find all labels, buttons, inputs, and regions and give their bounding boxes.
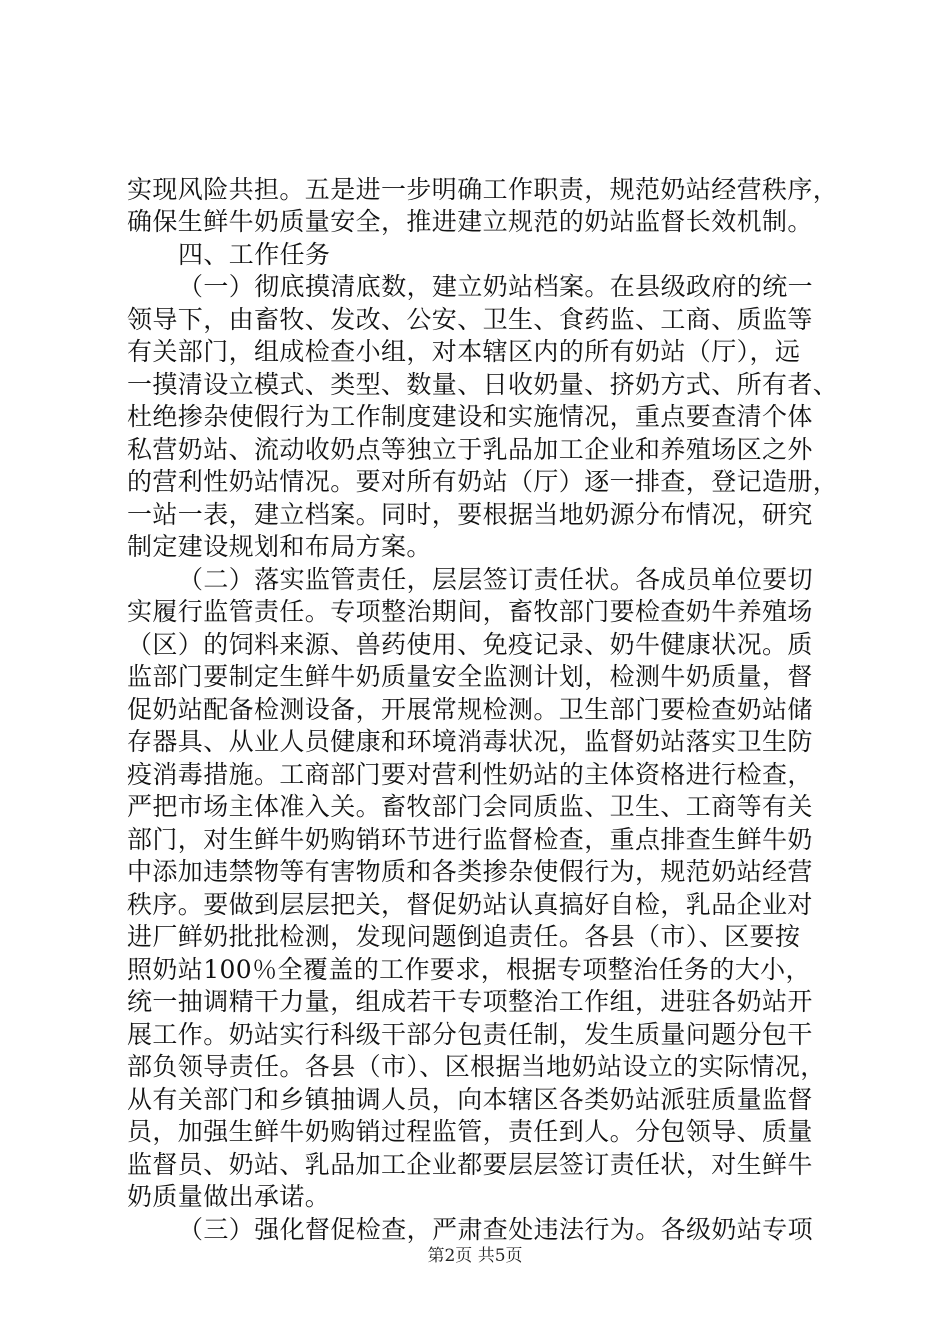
body-line: 私营奶站、流动收奶点等独立于乳品加工企业和养殖场区之外 [127,435,813,464]
body-line: 促奶站配备检测设备，开展常规检测。卫生部门要检查奶站储 [127,695,813,724]
body-line: 从有关部门和乡镇抽调人员，向本辖区各类奶站派驻质量监督 [127,1085,813,1114]
body-line: 确保生鲜牛奶质量安全，推进建立规范的奶站监督长效机制。 [127,207,813,236]
body-line: 员，加强生鲜牛奶购销过程监管，责任到人。分包领导、质量 [127,1117,813,1146]
body-line: 进厂鲜奶批批检测，发现问题倒追责任。各县（市）、区要按 [127,922,801,951]
body-line: 一摸清设立模式、类型、数量、日收奶量、挤奶方式、所有者、 [127,370,839,399]
body-line: 疫消毒措施。工商部门要对营利性奶站的主体资格进行检查， [127,760,813,789]
body-line: 监部门要制定生鲜牛奶质量安全监测计划，检测牛奶质量，督 [127,662,813,691]
body-line: 照奶站100％全覆盖的工作要求，根据专项整治任务的大小， [127,955,811,984]
body-line: 部门，对生鲜牛奶购销环节进行监督检查，重点排查生鲜牛奶 [127,825,813,854]
body-line: （二）落实监管责任，层层签订责任状。各成员单位要切 [178,565,814,594]
body-line: 部负领导责任。各县（市）、区根据当地奶站设立的实际情况， [127,1052,826,1081]
body-line: 的营利性奶站情况。要对所有奶站（厅）逐一排查，登记造册， [127,467,839,496]
body-line: 奶质量做出承诺。 [127,1182,331,1211]
page-number-footer: 第2页 共5页 [427,1246,523,1266]
body-line: 有关部门，组成检查小组，对本辖区内的所有奶站（厅），远 [127,337,801,366]
body-line: 领导下，由畜牧、发改、公安、卫生、食药监、工商、质监等 [127,305,813,334]
body-line: 一站一表，建立档案。同时，要根据当地奶源分布情况，研究 [127,500,813,529]
body-line: 秩序。要做到层层把关，督促奶站认真搞好自检，乳品企业对 [127,890,813,919]
body-line: 监督员、奶站、乳品加工企业都要层层签订责任状，对生鲜牛 [127,1150,813,1179]
body-line: 实履行监管责任。专项整治期间，畜牧部门要检查奶牛养殖场 [127,597,813,626]
body-line: 制定建设规划和布局方案。 [127,532,432,561]
body-line: 中添加违禁物等有害物质和各类掺杂使假行为，规范奶站经营 [127,857,813,886]
body-line: 统一抽调精干力量，组成若干专项整治工作组，进驻各奶站开 [127,987,813,1016]
body-line: （一）彻底摸清底数，建立奶站档案。在县级政府的统一 [178,272,814,301]
body-line: 严把市场主体准入关。畜牧部门会同质监、卫生、工商等有关 [127,792,813,821]
body-line: 杜绝掺杂使假行为工作制度建设和实施情况，重点要查清个体 [127,402,813,431]
body-line: （三）强化督促检查，严肃查处违法行为。各级奶站专项 [178,1215,814,1244]
body-line: （区）的饲料来源、兽药使用、免疫记录、奶牛健康状况。质 [127,630,813,659]
body-line: 展工作。奶站实行科级干部分包责任制，发生质量问题分包干 [127,1020,813,1049]
body-line: 存器具、从业人员健康和环境消毒状况，监督奶站落实卫生防 [127,727,813,756]
body-line: 实现风险共担。五是进一步明确工作职责，规范奶站经营秩序， [127,175,839,204]
section-heading: 四、工作任务 [178,240,331,269]
